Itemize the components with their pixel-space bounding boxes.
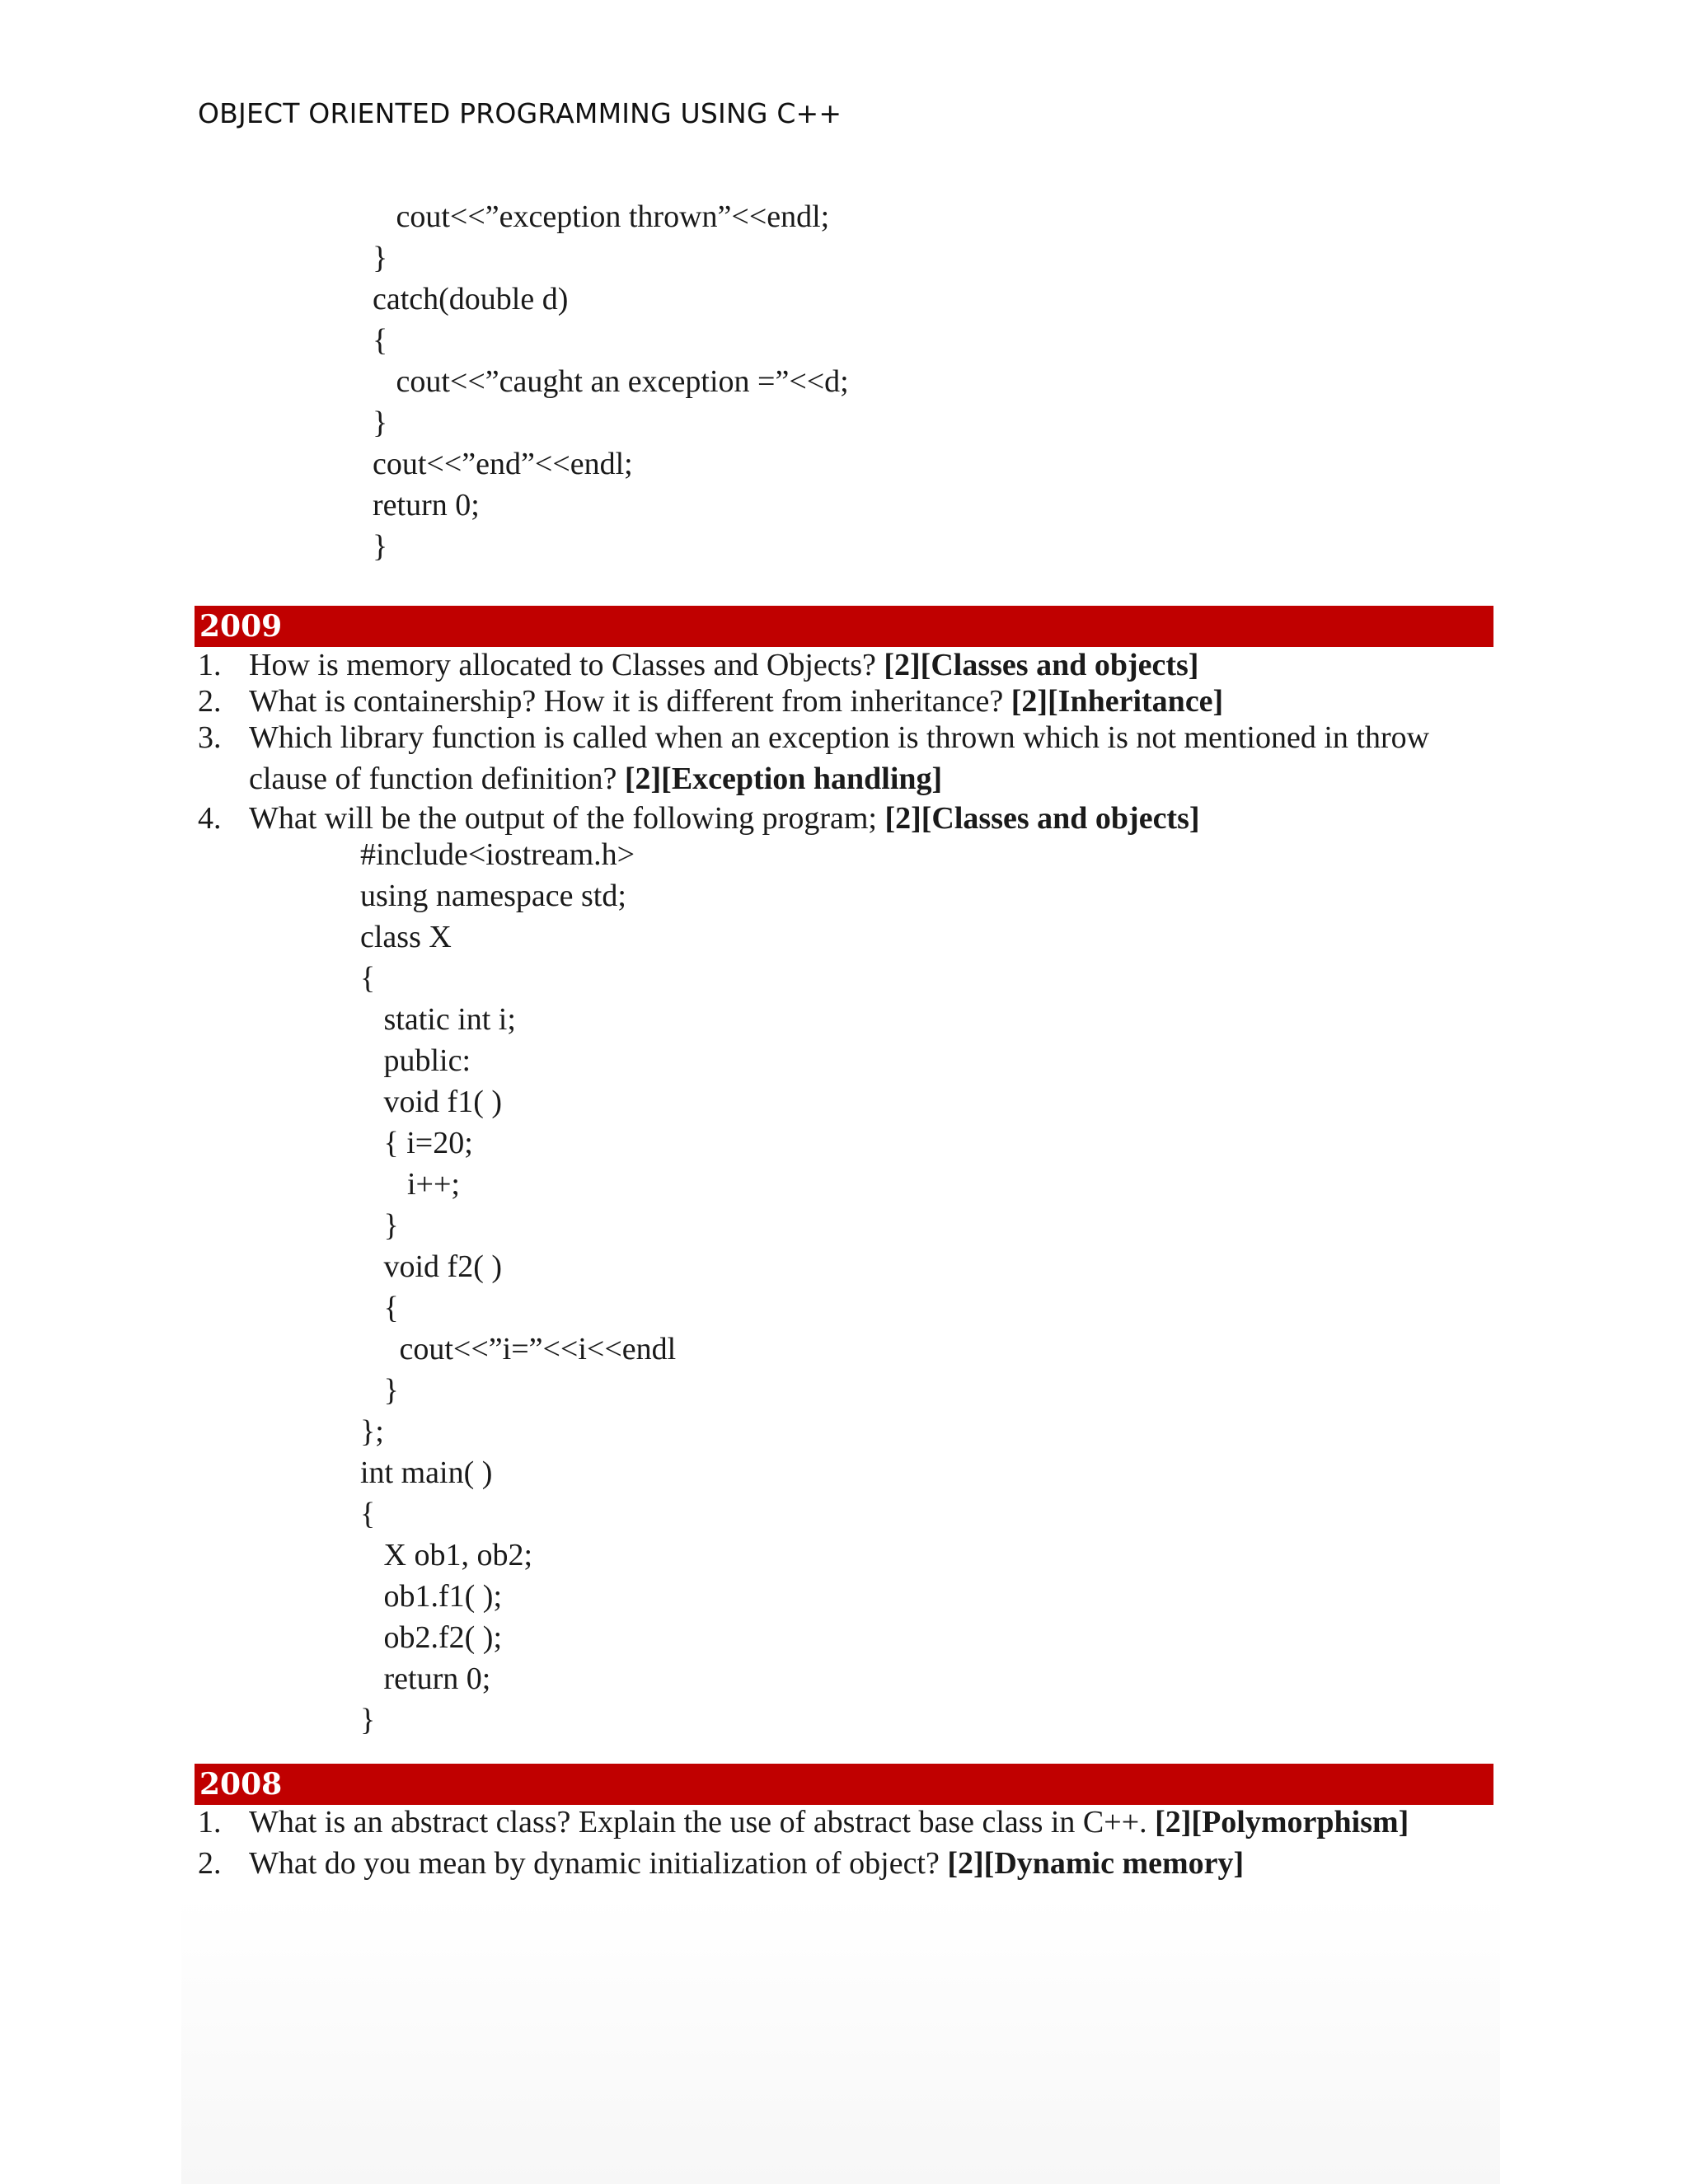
question-text: What is an abstract class? Explain the use of abstract base class in C++. <box>249 1805 1147 1840</box>
code-line: class X <box>360 920 452 954</box>
code-line: } <box>360 1373 399 1408</box>
code-line: { <box>373 323 388 358</box>
question-text-block <box>249 644 1502 686</box>
question-tag: [2][Inheritance] <box>1010 684 1224 719</box>
code-line: { i=20; <box>360 1126 473 1160</box>
code-line: } <box>373 529 388 564</box>
question-tag: [2][Classes and objects] <box>884 648 1199 682</box>
code-line: catch(double d) <box>373 282 569 316</box>
page-header-title: OBJECT ORIENTED PROGRAMMING USING C++ <box>198 97 842 129</box>
code-line: public: <box>360 1043 471 1078</box>
code-line: } <box>360 1703 376 1737</box>
question-text: What do you mean by dynamic initialization of object? <box>249 1846 940 1881</box>
code-line: { <box>360 1291 399 1325</box>
code-line: void f1( ) <box>360 1085 503 1119</box>
code-line: X ob1, ob2; <box>360 1538 532 1572</box>
year-label: 2008 <box>199 1767 283 1802</box>
year-header-2009 <box>195 606 1493 647</box>
code-line: { <box>360 1497 376 1531</box>
code-line: } <box>373 241 388 275</box>
question-number: 2. <box>198 1846 222 1881</box>
code-line: cout<<”caught an exception =”<<d; <box>373 364 849 399</box>
question-tag: [2][Dynamic memory] <box>947 1846 1245 1881</box>
question-text: What will be the output of the following program; <box>249 801 877 836</box>
question-text-block <box>249 681 1502 722</box>
code-line: int main( ) <box>360 1455 493 1490</box>
question-text: How is memory allocated to Classes and Objects? <box>249 648 876 682</box>
code-line: } <box>360 1208 399 1243</box>
page-bottom-shade <box>181 1896 1500 2184</box>
code-line: { <box>360 961 376 996</box>
code-line: i++; <box>360 1167 460 1202</box>
code-line: cout<<”end”<<endl; <box>373 447 633 481</box>
code-line: void f2( ) <box>360 1249 503 1284</box>
question-text-block <box>249 1802 1502 1843</box>
code-line: ob1.f1( ); <box>360 1579 503 1614</box>
code-line: cout<<”i=”<<i<<endl <box>360 1332 677 1366</box>
code-line: ob2.f2( ); <box>360 1620 503 1655</box>
code-line: static int i; <box>360 1002 516 1037</box>
question-tag: [2][Exception handling] <box>624 762 943 796</box>
question-text: What is containership? How it is different from inheritance? <box>249 684 1004 719</box>
question-tag: [2][Polymorphism] <box>1155 1805 1409 1840</box>
question-tag: [2][Classes and objects] <box>884 801 1200 836</box>
question-text-block <box>249 1843 1502 1884</box>
code-line: #include<iostream.h> <box>360 837 635 872</box>
question-number: 1. <box>198 1805 222 1840</box>
question-number: 1. <box>198 648 222 682</box>
question-number: 3. <box>198 720 222 755</box>
code-line: return 0; <box>373 488 480 523</box>
code-line: cout<<”exception thrown”<<endl; <box>373 199 830 234</box>
question-number: 4. <box>198 801 222 836</box>
question-text-block <box>249 717 1502 799</box>
question-text-block <box>249 798 1502 839</box>
question-number: 2. <box>198 684 222 719</box>
code-line: using namespace std; <box>360 879 626 913</box>
question-text: Which library function is called when an exception is thrown which is not mentioned in throw clause of function definition? <box>249 720 1430 796</box>
code-line: }; <box>360 1414 384 1449</box>
year-label: 2009 <box>199 609 283 644</box>
code-line: return 0; <box>360 1661 491 1696</box>
year-header-2008 <box>195 1764 1493 1805</box>
code-line: } <box>373 405 388 440</box>
